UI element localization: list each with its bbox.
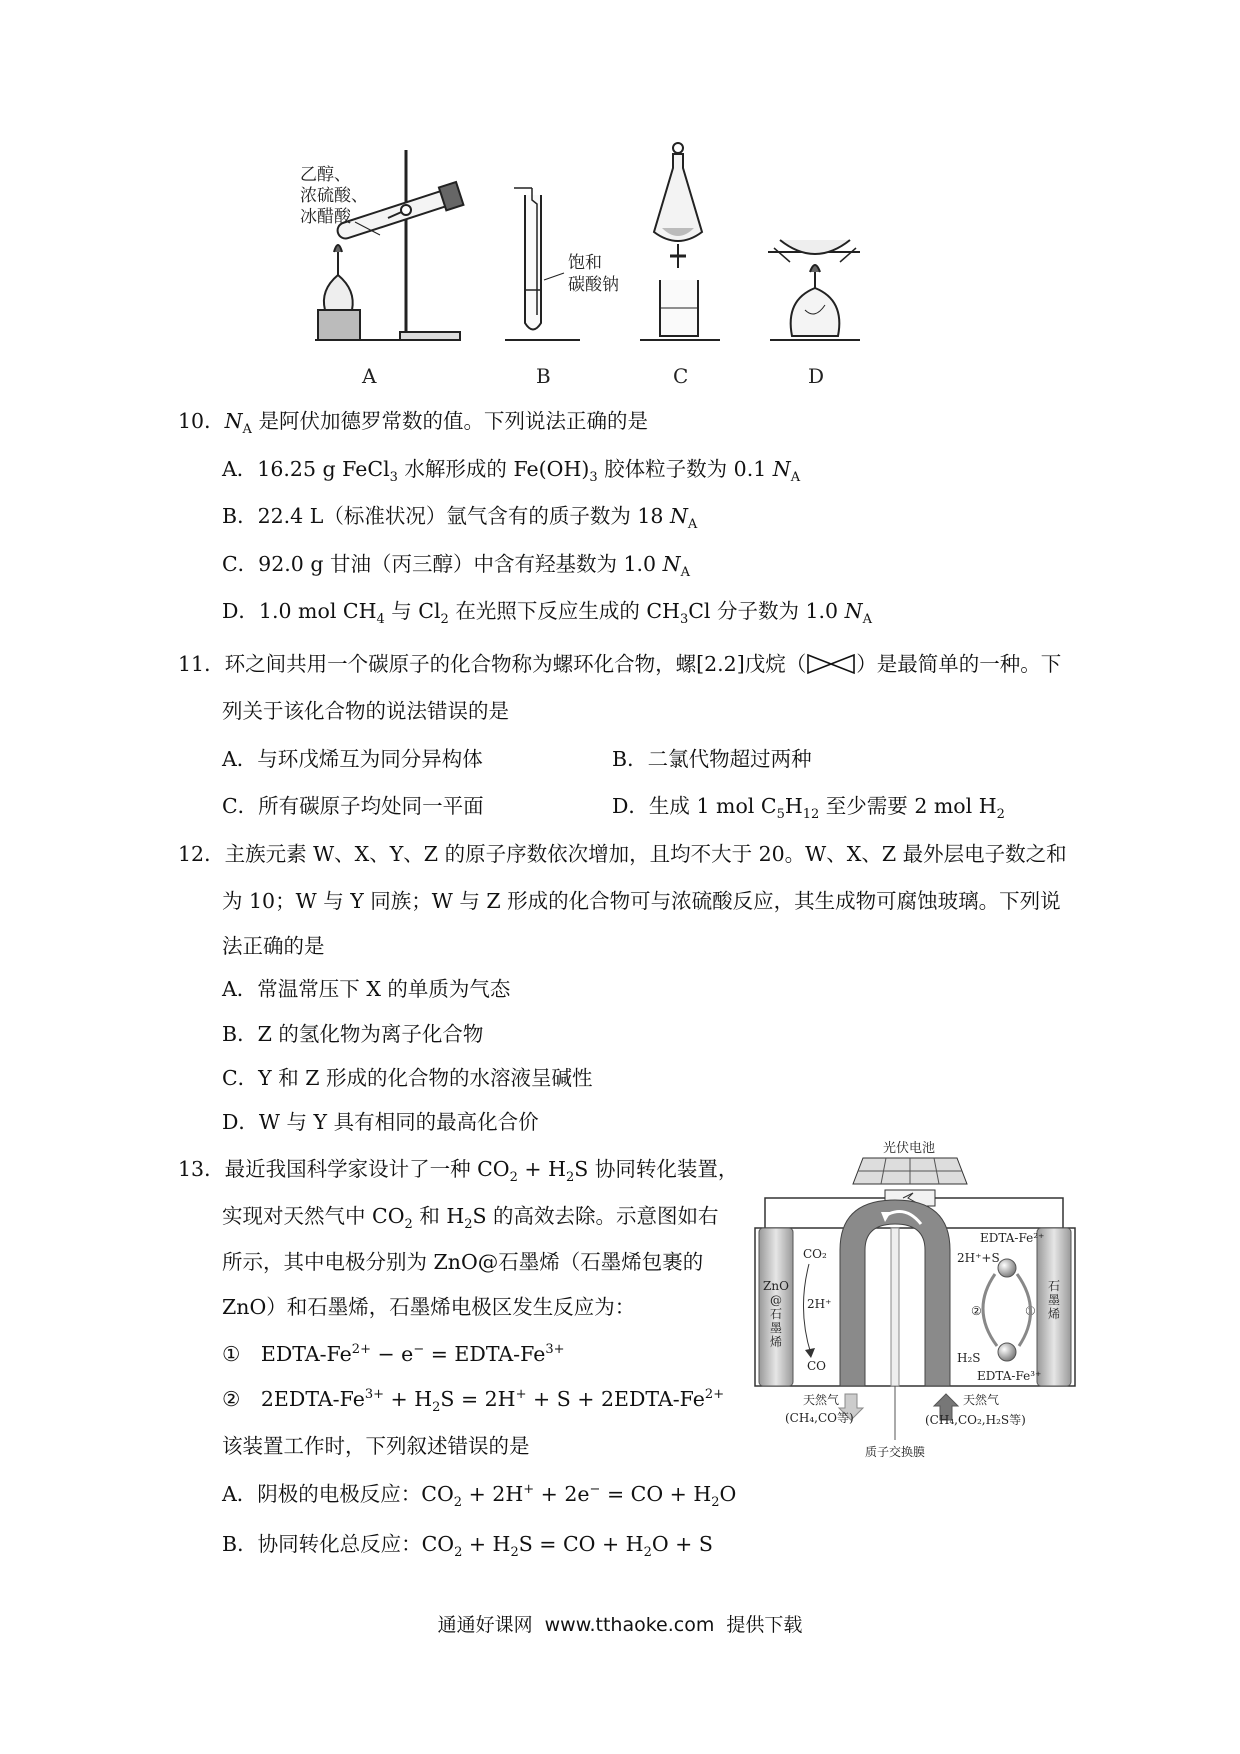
q10-a-sub-2: 3 [589, 470, 598, 486]
q10-text: 是阿伏加德罗常数的值。下列说法正确的是 [258, 409, 648, 433]
q12-text-1: 主族元素 W、X、Y、Z 的原子序数依次增加，且均不大于 20。W、X、Z 最外层电子数之和 [224, 842, 1067, 866]
membrane-label: 质子交换膜 [865, 1445, 926, 1459]
q10-d-sub-1: 4 [376, 612, 385, 628]
q10-d-text-3: 在光照下反应生成的 CH [448, 599, 680, 623]
q13-stem-line-4: ZnO）和石墨烯，石墨烯电极区发生反应为： [222, 1295, 636, 1319]
na-subscript: A [862, 612, 872, 628]
q13-b-text-3: S = CO + H [518, 1532, 644, 1556]
apparatus-labels [361, 364, 824, 388]
q13-b-text-4: O + S [651, 1532, 713, 1556]
q10-option-d [222, 597, 872, 628]
eq2-text-3: S = 2H [440, 1387, 516, 1411]
h2s-label: H₂S [957, 1351, 981, 1365]
co2-label: CO₂ [803, 1247, 827, 1261]
q10-stem [178, 407, 648, 438]
na-subscript: A [790, 470, 801, 486]
q10-b-text: B．22.4 L（标准状况）氩气含有的质子数为 18 [222, 504, 670, 528]
na-symbol: N [772, 457, 791, 481]
q13-s2-text-1: 实现对天然气中 CO [222, 1204, 405, 1228]
label-c: C [673, 364, 689, 388]
q10-option-c [222, 550, 690, 581]
conversion-device-diagram [745, 1140, 1085, 1480]
q13-s2-text-2: 和 H [412, 1204, 465, 1228]
spiropentane-structure [806, 653, 856, 675]
na-subscript: A [680, 565, 690, 581]
q11-option-c: C．所有碳原子均处同一平面 [222, 794, 484, 818]
cycle-step-1: ① [1025, 1304, 1036, 1318]
q11-stem-line-2: 列关于该化合物的说法错误的是 [222, 699, 509, 723]
right-electrode-label-3: 烯 [1047, 1307, 1061, 1321]
na-symbol: N [669, 504, 688, 528]
q11-d-sub-2: 12 [802, 807, 820, 823]
left-electrode-label-2: @ [770, 1293, 782, 1307]
q12-stem-line-1 [178, 840, 1067, 868]
apparatus-a-reagent-3: 冰醋酸 [300, 207, 351, 227]
q12-option-c: C．Y 和 Z 形成的化合物的水溶液呈碱性 [222, 1066, 593, 1090]
q13-b-sub-1: 2 [454, 1545, 463, 1561]
q10-d-text-1: D．1.0 mol CH [222, 599, 377, 623]
2h-s-label: 2H⁺+S [957, 1251, 1000, 1265]
eq2-text-2: + H [384, 1387, 433, 1411]
gas-out-composition: (CH₄,CO等) [785, 1411, 854, 1425]
gas-in-composition: (CH₄,CO₂,H₂S等) [925, 1413, 1026, 1427]
footer-site-name: 通通好课网 [437, 1614, 533, 1636]
edta-fe2-ball [998, 1259, 1016, 1277]
q11-d-text-2: H [784, 794, 803, 818]
q13-a-text-1: A．阴极的电极反应：CO [222, 1482, 454, 1506]
q13-s2-text-3: S 的高效去除。示意图如右 [472, 1204, 719, 1228]
q11-number: 11． [178, 652, 225, 676]
q10-a-text-3: 胶体粒子数为 0.1 [597, 457, 773, 481]
q13-stem-line-5: 该装置工作时，下列叙述错误的是 [222, 1434, 530, 1458]
label-a: A [362, 364, 377, 388]
q11-d-text-3: 至少需要 2 mol H [819, 794, 997, 818]
h-plus-label: 2H⁺ [807, 1297, 832, 1311]
apparatus-b-reagent-2: 碳酸钠 [568, 275, 619, 295]
footer-url[interactable]: www.tthaoke.com [544, 1614, 715, 1636]
na-subscript: A [242, 422, 252, 438]
q11-option-d [612, 792, 1005, 823]
gas-in-label: 天然气 [963, 1393, 1000, 1407]
q13-s1-text-3: S 协同转化装置， [574, 1157, 739, 1181]
q13-equation-2 [222, 1385, 725, 1416]
apparatus-a-reagent-1: 乙醇、 [300, 165, 351, 185]
eq2-text-1: ② 2EDTA-Fe [222, 1387, 365, 1411]
q13-s1-text-1: 最近我国科学家设计了一种 CO [224, 1157, 510, 1181]
na-symbol: N [662, 552, 681, 576]
edta-fe2-label: EDTA-Fe²⁺ [980, 1231, 1045, 1245]
eq1-text-1: ① EDTA-Fe [222, 1342, 352, 1366]
q12-option-a: A．常温常压下 X 的单质为气态 [222, 977, 511, 1001]
q10-d-sub-3: 3 [679, 612, 689, 628]
left-electrode-label-1: ZnO [763, 1279, 789, 1293]
na-symbol: N [844, 599, 863, 623]
na-subscript: A [687, 517, 698, 533]
q13-s1-sub-1: 2 [509, 1170, 518, 1186]
eq2-sup-2: + [515, 1387, 527, 1403]
right-electrode-label-1: 石 [1047, 1279, 1061, 1293]
q13-a-text-2: + 2H [462, 1482, 524, 1506]
q13-a-text-4: = CO + H [600, 1482, 712, 1506]
q12-stem-line-3: 法正确的是 [222, 934, 325, 958]
eq2-sup-3: 2+ [704, 1387, 725, 1403]
q13-s1-text-2: + H [517, 1157, 566, 1181]
q13-stem-line-1 [178, 1155, 739, 1186]
q10-a-text-1: A．16.25 g FeCl [222, 457, 390, 481]
q13-option-a [222, 1480, 737, 1511]
q13-stem-line-3: 所示，其中电极分别为 ZnO@石墨烯（石墨烯包裹的 [222, 1250, 704, 1274]
q11-d-sub-3: 2 [996, 807, 1005, 823]
q13-s2-sub-1: 2 [404, 1217, 413, 1233]
q10-number: 10． [178, 409, 225, 433]
q12-number: 12． [178, 842, 225, 866]
edta-fe3-label: EDTA-Fe³⁺ [977, 1369, 1042, 1383]
label-d: D [808, 364, 825, 388]
q13-a-sub-1: 2 [453, 1495, 463, 1511]
q11-stem-line-1 [178, 650, 1061, 678]
eq1-text-3: = EDTA-Fe [424, 1342, 546, 1366]
q12-stem-line-2: 为 10；W 与 Y 同族；W 与 Z 形成的化合物可与浓硫酸反应，其生成物可腐蚀玻璃。下列说 [222, 889, 1061, 913]
q11-option-a: A．与环戊烯互为同分异构体 [222, 747, 483, 771]
solar-cell-label: 光伏电池 [883, 1141, 936, 1156]
q13-a-text-5: O [719, 1482, 737, 1506]
left-electrode-label-3: 石 [769, 1307, 783, 1321]
q13-stem-line-2 [222, 1202, 719, 1233]
q10-a-sub-1: 3 [389, 470, 398, 486]
apparatus-b-reagent-1: 饱和 [568, 253, 602, 273]
proton-exchange-membrane [891, 1228, 899, 1386]
q11-d-text-1: D．生成 1 mol C [612, 794, 777, 818]
eq2-sup-1: 3+ [364, 1387, 385, 1403]
q13-b-sub-2: 2 [510, 1545, 519, 1561]
edta-fe3-ball [998, 1343, 1016, 1361]
q11-text-1b: ）是最简单的一种。下 [856, 652, 1062, 676]
solar-panel [853, 1158, 967, 1206]
q11-d-sub-1: 5 [776, 807, 785, 823]
q13-s1-sub-2: 2 [565, 1170, 575, 1186]
label-b: B [536, 364, 551, 388]
eq1-sup-2: − [413, 1342, 425, 1358]
q13-option-b [222, 1530, 713, 1561]
q11-option-b: B．二氯代物超过两种 [612, 747, 812, 771]
q13-b-text-1: B．协同转化总反应：CO [222, 1532, 455, 1556]
q11-text-1: 环之间共用一个碳原子的化合物称为螺环化合物，螺[2.2]戊烷（ [224, 652, 807, 676]
q10-option-a [222, 455, 801, 486]
eq2-text-4: + S + 2EDTA-Fe [526, 1387, 705, 1411]
apparatus-figure [300, 140, 940, 390]
q13-b-sub-3: 2 [643, 1545, 652, 1561]
q13-a-sup-1: + [523, 1482, 535, 1498]
cycle-step-2: ② [971, 1304, 982, 1318]
q10-d-text-2: 与 Cl [384, 599, 441, 623]
page-footer [0, 1610, 1240, 1637]
eq1-sup-1: 2+ [351, 1342, 371, 1358]
right-electrode-label-2: 墨 [1047, 1293, 1061, 1307]
q12-option-b: B．Z 的氢化物为离子化合物 [222, 1022, 484, 1046]
apparatus-a-reagent-2: 浓硫酸、 [300, 186, 368, 206]
q10-c-text: C．92.0 g 甘油（丙三醇）中含有羟基数为 1.0 [222, 552, 663, 576]
apparatus-d [768, 240, 860, 340]
q13-a-text-3: + 2e [534, 1482, 590, 1506]
apparatus-c [640, 143, 720, 340]
left-electrode-label-4: 墨 [769, 1321, 783, 1335]
q13-s2-sub-2: 2 [464, 1217, 473, 1233]
eq2-sub-1: 2 [432, 1400, 441, 1416]
eq1-sup-3: 3+ [545, 1342, 565, 1358]
q13-a-sup-2: − [589, 1482, 601, 1498]
co-label: CO [807, 1359, 827, 1373]
q10-d-text-4: Cl 分子数为 1.0 [688, 599, 845, 623]
q12-option-d: D．W 与 Y 具有相同的最高化合价 [222, 1110, 539, 1134]
left-electrode-label-5: 烯 [769, 1335, 783, 1349]
q13-a-sub-2: 2 [711, 1495, 720, 1511]
q10-a-text-2: 水解形成的 Fe(OH) [397, 457, 590, 481]
footer-note: 提供下载 [726, 1614, 803, 1636]
q10-d-sub-2: 2 [440, 612, 449, 628]
na-symbol: N [224, 409, 243, 433]
q13-b-text-2: + H [462, 1532, 511, 1556]
eq1-text-2: − e [370, 1342, 414, 1366]
q10-option-b [222, 502, 698, 533]
gas-out-label: 天然气 [803, 1393, 840, 1407]
q13-equation-1 [222, 1340, 565, 1368]
q13-number: 13． [178, 1157, 225, 1181]
